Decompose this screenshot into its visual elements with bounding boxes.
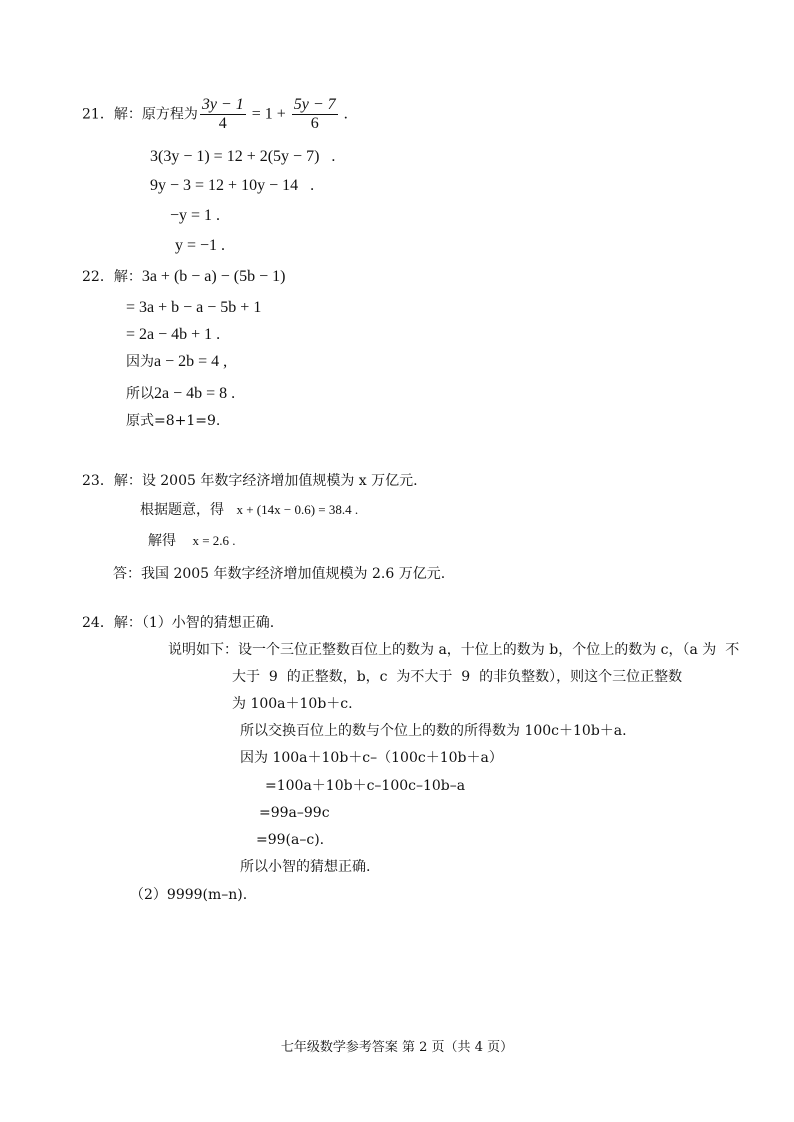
q22-because-label: 因为	[126, 354, 154, 370]
q23-answer: 答：我国 2005 年数字经济增加值规模为 2.6 万亿元.	[113, 566, 446, 582]
q21-line	[82, 96, 348, 133]
q22-step-1: = 3a + b − a − 5b + 1	[126, 299, 262, 316]
q21-eq-mid: = 1 +	[247, 105, 290, 123]
q24-line-1: 24．解：（1）小智的猜想正确.	[82, 615, 275, 631]
q24-line-9: =99(a–c).	[256, 832, 325, 848]
q23-line-1: 23．解：设 2005 年数字经济增加值规模为 x 万亿元.	[82, 473, 418, 489]
q22-expression: 3a + (b − a) − (5b − 1)	[141, 268, 286, 285]
q24-line-6: 因为 100a＋10b＋c–（100c＋10b＋a）	[240, 750, 503, 766]
q21-step-4: y = −1 .	[175, 237, 226, 254]
q24-line-7: =100a＋10b＋c–100c–10b–a	[265, 778, 466, 794]
q21-frac1-denominator: 4	[218, 115, 227, 132]
q21-step-1: 3(3y − 1) = 12 + 2(5y − 7) .	[150, 148, 336, 165]
q22-so-label: 所以	[126, 386, 154, 402]
q23-line3-expr: x = 2.6 .	[192, 533, 236, 548]
q24-line-3: 大于 9 的正整数，b，c 为不大于 9 的非负整数），则这个三位正整数	[232, 669, 683, 685]
q22-so-expr: 2a − 4b = 8 .	[154, 385, 236, 402]
q24-line-2: 说明如下：设一个三位正整数百位上的数为 a，十位上的数为 b，个位上的数为 c，（a 为 不	[168, 642, 740, 658]
q24-line-8: =99a–99c	[259, 805, 330, 821]
q23-line3-label: 解得	[148, 533, 176, 549]
q21-end: .	[339, 105, 348, 123]
q24-line-4: 为 100a＋10b＋c.	[232, 696, 353, 712]
q23-line-2	[140, 501, 358, 519]
q21-step-2: 9y − 3 = 12 + 10y − 14 .	[150, 177, 315, 194]
q21-frac1-numerator: 3y − 1	[201, 96, 244, 113]
q23-line2-expr: x + (14x − 0.6) = 38.4 .	[236, 502, 359, 517]
q21-label: 21．解：原方程为	[82, 106, 198, 123]
q24-line-5: 所以交换百位上的数与个位上的数的所得数为 100c＋10b＋a.	[240, 723, 627, 739]
q22-because-expr: a − 2b = 4 ,	[154, 353, 228, 370]
q24-line-10: 所以小智的猜想正确.	[240, 859, 371, 875]
q21-frac2-denominator: 6	[310, 115, 319, 132]
q22-label: 22．解：	[82, 269, 142, 285]
q21-fraction-right	[292, 96, 338, 133]
q21-fraction-left	[200, 96, 246, 133]
q22-step-2: = 2a − 4b + 1 .	[126, 326, 221, 343]
q22-result: 原式=8+1=9.	[126, 413, 221, 429]
q21-frac2-numerator: 5y − 7	[293, 96, 336, 113]
page-footer: 七年级数学参考答案 第 2 页（共 4 页）	[280, 1040, 514, 1055]
q22-because	[126, 353, 227, 371]
q23-line-3	[148, 532, 236, 550]
q22-line	[82, 268, 285, 286]
q23-line2-label: 根据题意，得	[140, 502, 224, 518]
q21-step-3: −y = 1 .	[170, 207, 221, 224]
q24-part-2: （2）9999(m–n).	[130, 887, 248, 903]
q22-so	[126, 385, 235, 403]
